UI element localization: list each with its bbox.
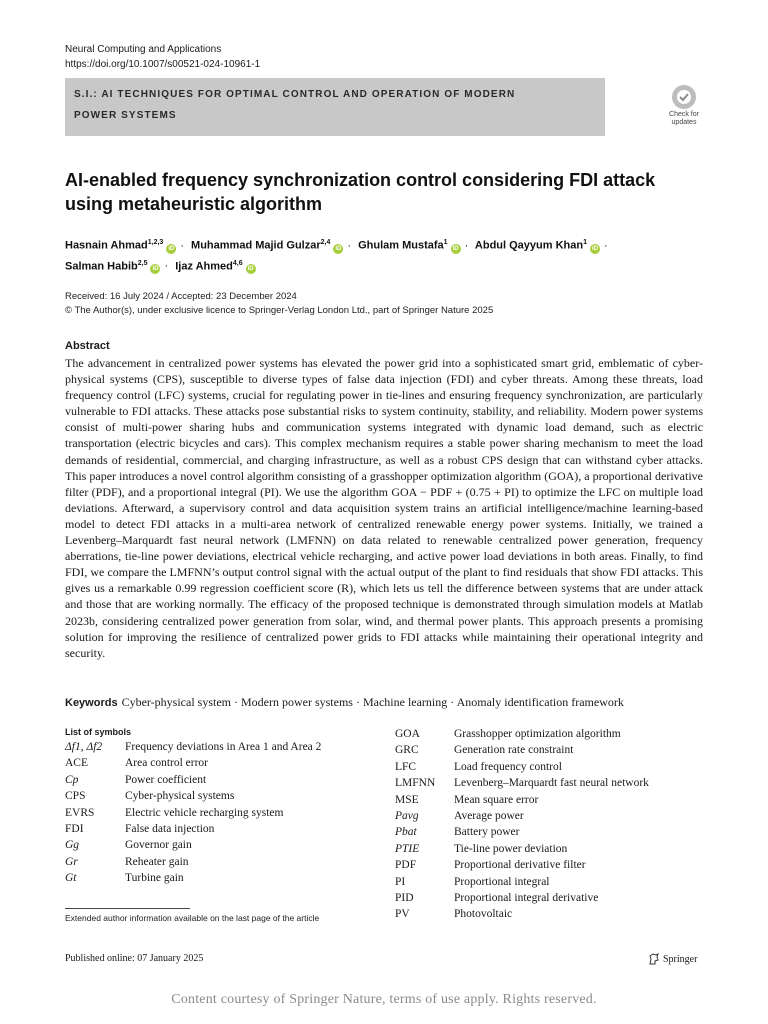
symbol-abbr: Gr (65, 855, 78, 868)
symbol-abbr: Pbat (395, 826, 417, 839)
orcid-icon[interactable]: iD (452, 245, 459, 252)
symbol-row (395, 808, 649, 824)
symbol-row (395, 792, 649, 808)
orcid-icon[interactable]: iD (247, 266, 254, 273)
author-name[interactable]: Muhammad Majid Gulzar (191, 239, 321, 252)
symbol-row (395, 824, 649, 840)
author-affiliation: 2,4 (320, 239, 331, 246)
symbol-abbr: ACE (65, 757, 88, 770)
keywords (65, 695, 705, 711)
symbol-abbr: PDF (395, 859, 417, 872)
symbol-abbr: Δf1, Δf2 (65, 741, 103, 753)
special-issue-banner (65, 78, 605, 136)
symbol-row (65, 772, 321, 788)
author-separator: · (180, 239, 184, 252)
publisher-logo[interactable] (648, 953, 697, 965)
symbol-desc: Battery power (454, 826, 520, 839)
symbol-abbr: CPS (65, 790, 86, 803)
author-affiliation: 2,5 (137, 259, 148, 267)
doi-link[interactable]: https://doi.org/10.1007/s00521-024-10961-1 (65, 59, 261, 70)
journal-name: Neural Computing and Applications (65, 44, 222, 55)
author-name[interactable]: Hasnain Ahmad (65, 239, 148, 252)
check-updates-line-1: Check for (669, 111, 699, 118)
footnote-divider (65, 908, 190, 909)
author-separator: · (464, 239, 469, 252)
journal-header (65, 42, 260, 72)
symbol-abbr: PID (395, 892, 414, 905)
author-info-footnote: Extended author information available on the last page of the article (65, 913, 320, 923)
copyright-notice: © The Author(s), under exclusive licence to Springer-Verlag London Ltd., part of Springer Nature 2025 (65, 305, 494, 316)
symbol-row (65, 854, 321, 870)
symbol-row (65, 788, 321, 804)
symbol-row (395, 890, 649, 906)
title-line-1: AI-enabled frequency synchronization control considering FDI attack (65, 170, 656, 190)
symbol-desc: Electric vehicle recharging system (125, 806, 284, 819)
title-line-2: using metaheuristic algorithm (65, 194, 323, 214)
received-accepted-dates: Received: 16 July 2024 / Accepted: 23 December 2024 (65, 291, 297, 302)
symbol-row (395, 775, 649, 791)
author-affiliation: 1 (583, 239, 587, 246)
symbol-row (395, 759, 649, 775)
author-separator: · (347, 239, 352, 252)
author-affiliation: 1 (443, 239, 448, 246)
orcid-icon[interactable]: iD (335, 245, 342, 252)
symbol-abbr: PI (395, 875, 406, 888)
symbol-row (395, 841, 649, 857)
author-affiliation: 4,6 (232, 259, 243, 267)
springer-horse-icon (648, 953, 660, 965)
symbol-desc: Turbine gain (125, 872, 184, 885)
author-name[interactable]: Abdul Qayyum Khan (474, 239, 584, 252)
symbol-abbr: Gt (65, 872, 77, 885)
symbol-abbr: LFC (395, 760, 417, 773)
keywords-heading: Keywords (65, 697, 118, 709)
symbol-abbr: GRC (395, 744, 419, 757)
symbol-row (395, 874, 649, 890)
author-name[interactable]: Salman Habib (65, 260, 138, 273)
orcid-icon[interactable]: iD (152, 266, 159, 273)
symbol-desc: Proportional derivative filter (454, 859, 586, 872)
abstract-heading: Abstract (65, 340, 110, 352)
symbol-row (65, 805, 321, 821)
symbol-abbr: GOA (395, 728, 420, 740)
symbol-row (65, 755, 321, 771)
symbol-row (65, 870, 321, 886)
symbol-abbr: LMFNN (395, 777, 436, 790)
symbol-abbr: FDI (65, 823, 84, 836)
symbol-desc: Frequency deviations in Area 1 and Area 2 (125, 741, 322, 753)
symbol-desc: Load frequency control (454, 760, 562, 773)
symbol-row (65, 821, 321, 837)
symbol-desc: Governor gain (125, 839, 192, 852)
symbol-abbr: EVRS (65, 806, 95, 819)
orcid-icon[interactable]: iD (592, 245, 598, 252)
symbol-desc: Power coefficient (125, 773, 207, 786)
check-updates-line-2: updates (671, 119, 697, 126)
symbols-list-left (65, 739, 321, 887)
symbol-abbr: MSE (395, 793, 419, 806)
courtesy-watermark: Content courtesy of Springer Nature, terms of use apply. Rights reserved. (171, 992, 597, 1007)
author-separator: · (604, 239, 608, 252)
symbol-row (395, 742, 649, 758)
symbol-row (395, 857, 649, 873)
published-date: Published online: 07 January 2025 (65, 953, 204, 964)
symbols-heading: List of symbols (65, 727, 132, 737)
check-for-updates-button[interactable] (664, 84, 704, 127)
publisher-name: Springer (663, 953, 698, 965)
symbol-desc: Proportional integral derivative (454, 892, 599, 905)
author-affiliation: 1,2,3 (147, 239, 164, 246)
symbol-desc: Tie-line power deviation (454, 842, 568, 855)
symbol-desc: Proportional integral (454, 875, 550, 888)
symbol-desc: Reheater gain (125, 855, 189, 868)
symbol-abbr: PTIE (395, 842, 420, 855)
symbol-desc: Cyber-physical systems (125, 790, 235, 803)
symbol-abbr: Cp (65, 773, 79, 786)
abstract-text: The advancement in centralized power systems has elevated the power grid into a sophisticated smart grid, emblematic of cyber-physical systems (CPS), susceptible to diverse types of false data injection (FDI) and cyber threats. Among these threats, load frequency control (LFC) systems, crucial for regulating power in tie-lines and ensuring frequency synchronization, are particularly vulnerable to FDI attacks. These attacks pose substantial risks to system continuity, stability, and reliability. Modern power systems consist of multi-power sharing hubs and communication systems integrated with dynamic load demand, such as electric transportation (electric bicycles and cars). This complex mechanism requires a stable power sharing mechanism to meet the load demands of residential, commercial, and charging infrastructure, as well as a robust CPS design that can withstand cyber attacks. This paper introduces a novel control algorithm consisting of a grasshopper optimization algorithm (GOA), a proportional derivative filter (PDF), and a proportional integral (PI). We use the algorithm GOA − PDF + (0.75 + PI) to optimize the LFC on multiple load deviations. Afterward, a supervisory control and data acquisition system trains an artificial intelligence/machine learning-based model to detect FDI attacks in a multi-area network of centralized renewable energy power systems. Initially, we trained a Levenberg–Marquardt fast neural network (LMFNN) on data related to renewable centralized power generation, frequency aberrations, tie-line power deviations, electrical vehicle recharging, and active power load deviations in both areas. Finally, to find FDI, we compare the LMFNN’s output control signal with the actual output of the plant to find residuals that show FDI attacks. This gives us a remarkable 0.99 regression coefficient score (R), which lets us tell the difference between systems that are under attack and those that are working normally. The efficacy of the proposed technique is demonstrated through simulation models at Matlab 2023b, considering centralized power generation from solar, wind, and thermal power plants. This approach presents a promising solution for improving the resilience of centralized power grids to FDI attacks while maintaining their operational integrity and security. (65, 356, 703, 660)
symbol-desc: Area control error (125, 757, 209, 770)
symbol-row (395, 726, 649, 742)
symbol-row (395, 906, 649, 922)
author-name[interactable]: Ijaz Ahmed (175, 260, 233, 273)
symbol-desc: Levenberg–Marquardt fast neural network (454, 777, 649, 790)
symbol-row (65, 837, 321, 853)
symbols-list-right (395, 726, 649, 923)
symbol-desc: Photovoltaic (454, 908, 513, 921)
symbol-desc: Generation rate constraint (454, 744, 574, 757)
author-separator: · (164, 260, 169, 273)
check-for-updates-icon (671, 84, 697, 110)
author-name[interactable]: Ghulam Mustafa (358, 239, 444, 252)
symbol-desc: Grasshopper optimization algorithm (454, 728, 621, 740)
orcid-icon[interactable]: iD (168, 245, 175, 252)
symbol-abbr: Gg (65, 839, 80, 852)
banner-line-1: S.I.: AI TECHNIQUES FOR OPTIMAL CONTROL AND OPERATION OF MODERN (74, 89, 516, 100)
symbol-row (65, 739, 321, 755)
author-list (65, 234, 705, 275)
symbol-desc: Average power (454, 810, 524, 823)
symbol-abbr: PV (395, 908, 410, 921)
article-dates (65, 290, 493, 318)
banner-line-2: POWER SYSTEMS (74, 110, 177, 121)
paper-title (65, 168, 685, 216)
symbol-desc: Mean square error (454, 793, 539, 806)
symbol-abbr: Pavg (395, 810, 419, 823)
keywords-list: Cyber-physical system · Modern power systems · Machine learning · Anomaly identification framework (121, 695, 624, 709)
symbol-desc: False data injection (125, 823, 215, 836)
